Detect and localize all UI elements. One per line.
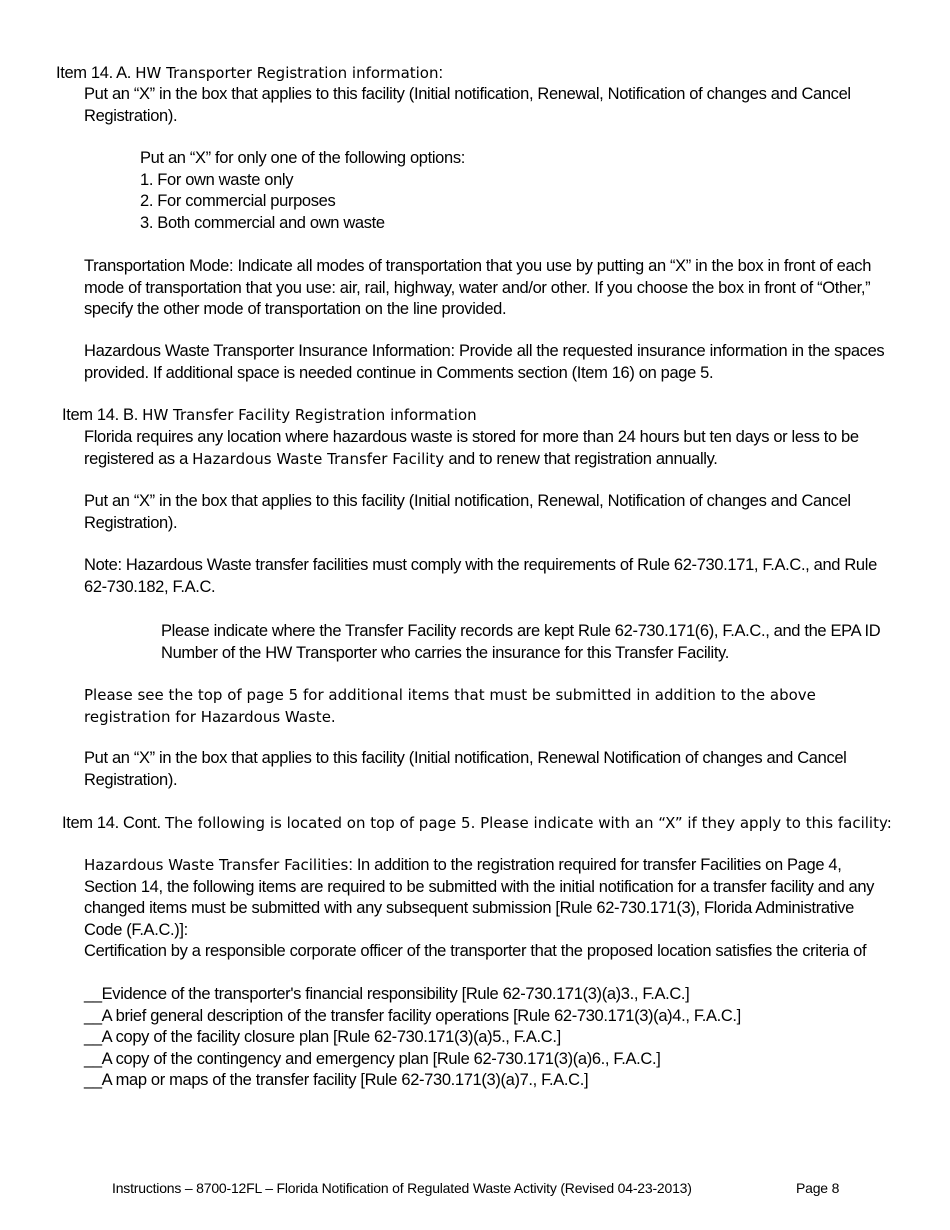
item-14-cont-intro: The following is located on top of page 5. Please indicate with an “X” if they apply to this facility:: [164, 814, 892, 832]
transfer-facilities-term: Hazardous Waste Transfer Facilities: [84, 856, 349, 874]
item-14b-note: Note: Hazardous Waste transfer facilities must comply with the requirements of Rule 62-730.171, F.A.C., and Rule 62-730.182, F.A.C.: [84, 556, 877, 596]
item-14b-label: Item 14. B.: [62, 406, 138, 424]
item-14b-box-instruction: Put an “X” in the box that applies to this facility (Initial notification, Renewal, Notification of changes and Cancel Registration).: [84, 492, 851, 532]
item-14b-title: HW Transfer Facility Registration information: [142, 406, 477, 424]
item-14a-options: [140, 148, 465, 234]
item-14b-records: Please indicate where the Transfer Facility records are kept Rule 62-730.171(6), F.A.C., and the EPA ID Number of the HW Transporter who carries the insurance for this Transfer Facility.: [161, 622, 881, 662]
option-item: 1. For own waste only: [140, 170, 294, 189]
item-14a-label: Item 14. A.: [56, 64, 132, 82]
item-14b-see-top: Please see the top of page 5 for additional items that must be submitted in addition to the above registration for Hazardous Waste.: [84, 686, 816, 726]
certification-paragraph: Certification by a responsible corporate officer of the transporter that the proposed location satisfies the criteria of: [84, 942, 867, 960]
item-14b-heading: [62, 405, 477, 427]
requirements-list: [84, 984, 741, 1092]
footer-text: Instructions – 8700-12FL – Florida Notification of Regulated Waste Activity (Revised 04-23-2013): [112, 1180, 692, 1196]
footer-page-number: Page 8: [796, 1180, 840, 1196]
item-14-cont-label: Item 14. Cont.: [62, 814, 161, 832]
option-item: 3. Both commercial and own waste: [140, 213, 385, 232]
item-14-cont-body: [84, 855, 884, 941]
list-item: __A brief general description of the transfer facility operations [Rule 62-730.171(3)(a)4., F.A.C.]: [84, 1006, 741, 1025]
insurance-paragraph: Hazardous Waste Transporter Insurance Information: Provide all the requested insurance information in the spaces provided. If additional space is needed continue in Comments section (Item 16) on page 5.: [84, 342, 885, 382]
option-item: 2. For commercial purposes: [140, 192, 336, 210]
item-14a-heading: [56, 63, 443, 85]
intro-after: and to renew that registration annually.: [448, 449, 718, 468]
item-14b-box-instruction-2: Put an “X” in the box that applies to this facility (Initial notification, Renewal Notification of changes and Cancel Registration).: [84, 749, 847, 789]
options-intro: Put an “X” for only one of the following options:: [140, 149, 465, 167]
transportation-mode-paragraph: Transportation Mode: Indicate all modes of transportation that you use by putting an “X” in the box in front of each mode of transportation that you use: air, rail, highway, water and/or other. If you choose the box in front of “Other,” specify the other mode of transportation on the line provided.: [84, 257, 872, 318]
list-item: __A copy of the contingency and emergency plan [Rule 62-730.171(3)(a)6., F.A.C.]: [84, 1049, 661, 1068]
list-item: __A copy of the facility closure plan [Rule 62-730.171(3)(a)5., F.A.C.]: [84, 1028, 561, 1046]
item-14b-intro: [84, 427, 899, 470]
transfer-facilities-body: : In addition to the registration required for transfer Facilities on Page 4, Section 14, the following items are required to be submitted with the initial notification for a transfer facility and any changed items must be submitted with any subsequent submission [Rule 62-730.171(3), Florida Administrative Code (F.A.C.)]:: [84, 856, 875, 939]
list-item: __A map or maps of the transfer facility [Rule 62-730.171(3)(a)7., F.A.C.]: [84, 1071, 589, 1089]
item-14a-title: HW Transporter Registration information: [135, 64, 439, 82]
item-14-cont-heading: [62, 813, 902, 835]
item-14a-box-instruction: Put an “X” in the box that applies to this facility (Initial notification, Renewal, Notification of changes and Cancel Registration).: [84, 85, 851, 125]
intro-before: Florida requires any location where hazardous waste is stored for more than 24 hours but ten days or less to be registered as a: [84, 428, 859, 468]
intro-term: Hazardous Waste Transfer Facility: [192, 449, 445, 468]
list-item: __Evidence of the transporter's financial responsibility [Rule 62-730.171(3)(a)3., F.A.C.]: [84, 985, 690, 1003]
item-14a-colon: :: [438, 64, 443, 82]
